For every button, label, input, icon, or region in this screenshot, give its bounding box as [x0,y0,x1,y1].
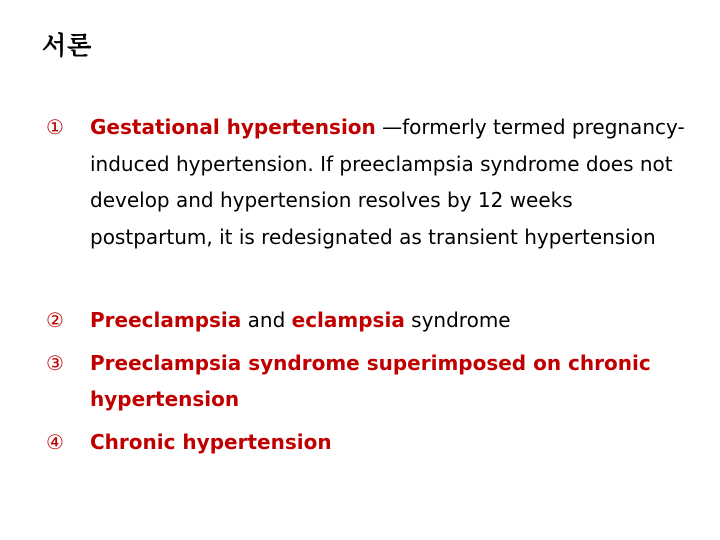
list-item-text [90,424,686,461]
list-marker: ① [46,115,64,139]
list-item [46,345,686,417]
list-marker: ④ [46,430,64,454]
term-superimposed-preeclampsia: Preeclampsia syndrome superimposed on chronic hypertension [90,351,651,411]
term-preeclampsia: Preeclampsia [90,308,242,332]
list-item-text [90,345,686,417]
definition-text: —formerly termed pregnancy-induced hypertension. If preeclampsia syndrome does not develop and hypertension resolves by 12 weeks postpartum, it is redesignated as transient hypertension [90,115,685,249]
term-eclampsia: eclampsia [291,308,405,332]
slide-title: 서론 [42,31,93,60]
list-marker: ③ [46,351,64,375]
list-item [46,424,686,461]
list-item [46,302,686,339]
suffix-text: syndrome [404,308,511,332]
list-marker: ② [46,308,64,332]
list-item-text [90,302,686,339]
term-chronic-hypertension: Chronic hypertension [90,430,332,454]
list-item [46,109,686,255]
term-gestational-hypertension: Gestational hypertension [90,115,376,139]
list-item-text [90,109,686,255]
connector-text: and [241,308,292,332]
